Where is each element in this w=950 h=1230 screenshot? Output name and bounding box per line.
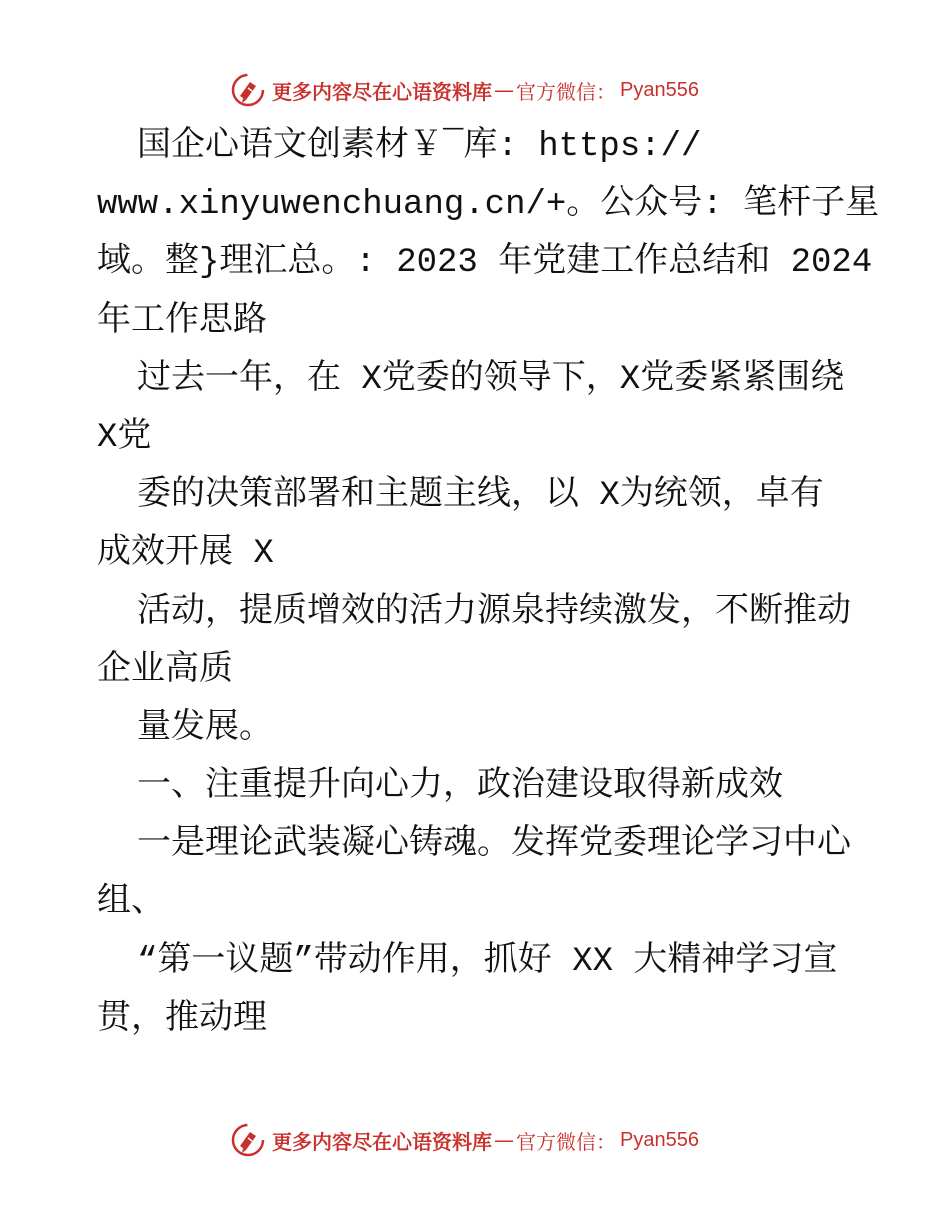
body-line: 年工作思路 [97, 302, 267, 341]
body-line: 委的决策部署和主题主线，以 X为统领，卓有 [137, 477, 824, 516]
body-line: 组、 [97, 884, 165, 923]
body-line: www.xinyuwenchuang.cn/+。公众号: 笔杆子星 [97, 186, 880, 225]
body-line: 域。整}理汇总。: 2023 年党建工作总结和 2024 [97, 244, 873, 283]
section-heading: 一、注重提升向心力，政治建设取得新成效 [137, 768, 783, 807]
body-line: 企业高质 [97, 651, 233, 690]
document-body [97, 118, 880, 1049]
header-banner [230, 70, 750, 110]
footer-contact-label: 官方微信： [516, 1129, 616, 1154]
pen-nib-logo-icon [230, 72, 266, 108]
body-line: 成效开展 X [97, 535, 274, 574]
header-separator: — [494, 78, 514, 102]
body-line: 一是理论武装凝心铸魂。发挥党委理论学习中心 [137, 826, 851, 865]
footer-banner [230, 1120, 750, 1160]
body-line: 过去一年，在 X党委的领导下，X党委紧紧围绕 [137, 360, 845, 399]
footer-brand-text: 更多内容尽在心语资料库 [272, 1129, 492, 1154]
body-line: 活动，提质增效的活力源泉持续激发，不断推动 [137, 593, 851, 632]
footer-contact-id: Pyan556 [620, 1128, 699, 1151]
footer-separator: — [494, 1128, 514, 1152]
body-line: 国企心语文创素材￥¯库: https:// [137, 128, 702, 166]
body-line: “第一议题”带动作用，抓好 XX 大精神学习宣 [137, 942, 838, 981]
header-brand-text: 更多内容尽在心语资料库 [272, 79, 492, 104]
pen-nib-logo-icon [230, 1122, 266, 1158]
header-contact-label: 官方微信： [516, 79, 616, 104]
body-line: 贯，推动理 [97, 1000, 267, 1039]
body-line: X党 [97, 418, 152, 457]
header-contact-id: Pyan556 [620, 78, 699, 101]
body-line: 量发展。 [137, 709, 273, 748]
